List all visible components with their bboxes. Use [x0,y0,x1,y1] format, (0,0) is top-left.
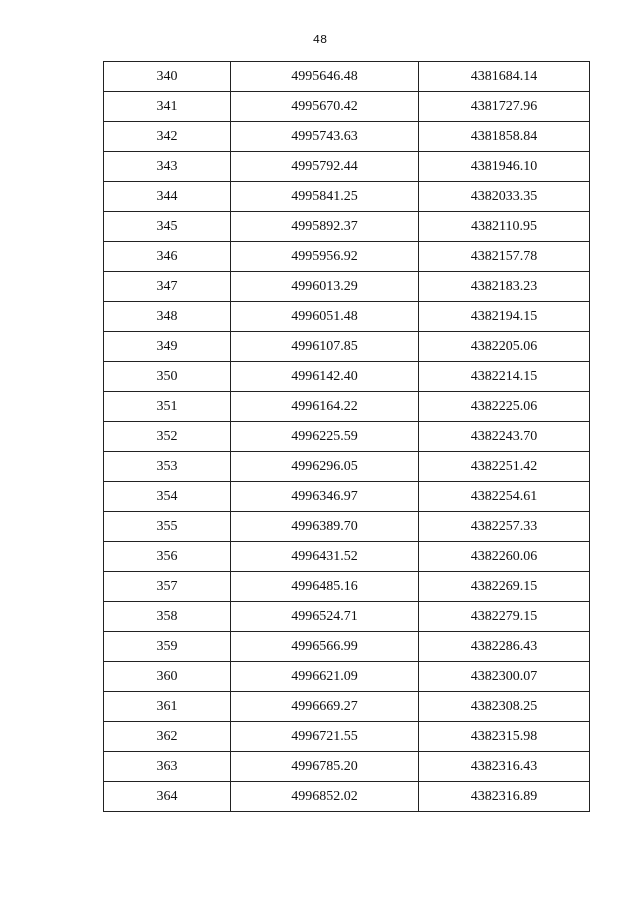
y-coordinate-cell: 4382316.43 [419,752,590,782]
y-coordinate-cell: 4382269.15 [419,572,590,602]
point-number-cell: 355 [104,512,231,542]
table-row [104,182,590,212]
y-coordinate-cell: 4381946.10 [419,152,590,182]
x-coordinate-cell: 4996346.97 [231,482,419,512]
table-row [104,212,590,242]
table-row [104,422,590,452]
y-coordinate-cell: 4382315.98 [419,722,590,752]
table-row [104,62,590,92]
y-coordinate-cell: 4382257.33 [419,512,590,542]
x-coordinate-cell: 4996721.55 [231,722,419,752]
point-number-cell: 348 [104,302,231,332]
table-row [104,782,590,812]
x-coordinate-cell: 4995956.92 [231,242,419,272]
point-number-cell: 354 [104,482,231,512]
x-coordinate-cell: 4996566.99 [231,632,419,662]
y-coordinate-cell: 4382308.25 [419,692,590,722]
table-row [104,272,590,302]
table-row [104,92,590,122]
point-number-cell: 349 [104,332,231,362]
x-coordinate-cell: 4995892.37 [231,212,419,242]
y-coordinate-cell: 4382205.06 [419,332,590,362]
point-number-cell: 340 [104,62,231,92]
table-row [104,602,590,632]
table-row [104,662,590,692]
y-coordinate-cell: 4382033.35 [419,182,590,212]
x-coordinate-cell: 4995743.63 [231,122,419,152]
coordinates-table-body [104,62,590,812]
point-number-cell: 352 [104,422,231,452]
point-number-cell: 362 [104,722,231,752]
y-coordinate-cell: 4382183.23 [419,272,590,302]
x-coordinate-cell: 4996785.20 [231,752,419,782]
y-coordinate-cell: 4382243.70 [419,422,590,452]
x-coordinate-cell: 4996051.48 [231,302,419,332]
table-row [104,452,590,482]
table-row [104,302,590,332]
point-number-cell: 358 [104,602,231,632]
point-number-cell: 343 [104,152,231,182]
table-row [104,632,590,662]
x-coordinate-cell: 4996142.40 [231,362,419,392]
point-number-cell: 360 [104,662,231,692]
y-coordinate-cell: 4381858.84 [419,122,590,152]
table-row [104,332,590,362]
y-coordinate-cell: 4382251.42 [419,452,590,482]
point-number-cell: 344 [104,182,231,212]
x-coordinate-cell: 4996107.85 [231,332,419,362]
x-coordinate-cell: 4995792.44 [231,152,419,182]
y-coordinate-cell: 4382214.15 [419,362,590,392]
x-coordinate-cell: 4996164.22 [231,392,419,422]
x-coordinate-cell: 4996296.05 [231,452,419,482]
point-number-cell: 346 [104,242,231,272]
y-coordinate-cell: 4382286.43 [419,632,590,662]
point-number-cell: 363 [104,752,231,782]
page-number: 48 [312,33,328,47]
coordinates-table [103,61,590,812]
y-coordinate-cell: 4382110.95 [419,212,590,242]
x-coordinate-cell: 4996225.59 [231,422,419,452]
table-row [104,482,590,512]
y-coordinate-cell: 4382300.07 [419,662,590,692]
y-coordinate-cell: 4382225.06 [419,392,590,422]
x-coordinate-cell: 4995841.25 [231,182,419,212]
table-row [104,542,590,572]
table-row [104,392,590,422]
x-coordinate-cell: 4996669.27 [231,692,419,722]
table-row [104,752,590,782]
table-row [104,572,590,602]
point-number-cell: 357 [104,572,231,602]
y-coordinate-cell: 4381727.96 [419,92,590,122]
y-coordinate-cell: 4382279.15 [419,602,590,632]
point-number-cell: 359 [104,632,231,662]
y-coordinate-cell: 4382194.15 [419,302,590,332]
table-row [104,122,590,152]
point-number-cell: 341 [104,92,231,122]
x-coordinate-cell: 4995670.42 [231,92,419,122]
x-coordinate-cell: 4996485.16 [231,572,419,602]
y-coordinate-cell: 4382157.78 [419,242,590,272]
point-number-cell: 356 [104,542,231,572]
x-coordinate-cell: 4996852.02 [231,782,419,812]
y-coordinate-cell: 4382260.06 [419,542,590,572]
point-number-cell: 353 [104,452,231,482]
table-row [104,692,590,722]
x-coordinate-cell: 4996389.70 [231,512,419,542]
point-number-cell: 361 [104,692,231,722]
table-row [104,242,590,272]
x-coordinate-cell: 4996524.71 [231,602,419,632]
y-coordinate-cell: 4382316.89 [419,782,590,812]
point-number-cell: 347 [104,272,231,302]
table-row [104,362,590,392]
x-coordinate-cell: 4996621.09 [231,662,419,692]
x-coordinate-cell: 4996431.52 [231,542,419,572]
table-row [104,512,590,542]
point-number-cell: 342 [104,122,231,152]
point-number-cell: 350 [104,362,231,392]
y-coordinate-cell: 4381684.14 [419,62,590,92]
table-row [104,152,590,182]
x-coordinate-cell: 4995646.48 [231,62,419,92]
point-number-cell: 351 [104,392,231,422]
point-number-cell: 345 [104,212,231,242]
table-row [104,722,590,752]
y-coordinate-cell: 4382254.61 [419,482,590,512]
point-number-cell: 364 [104,782,231,812]
x-coordinate-cell: 4996013.29 [231,272,419,302]
